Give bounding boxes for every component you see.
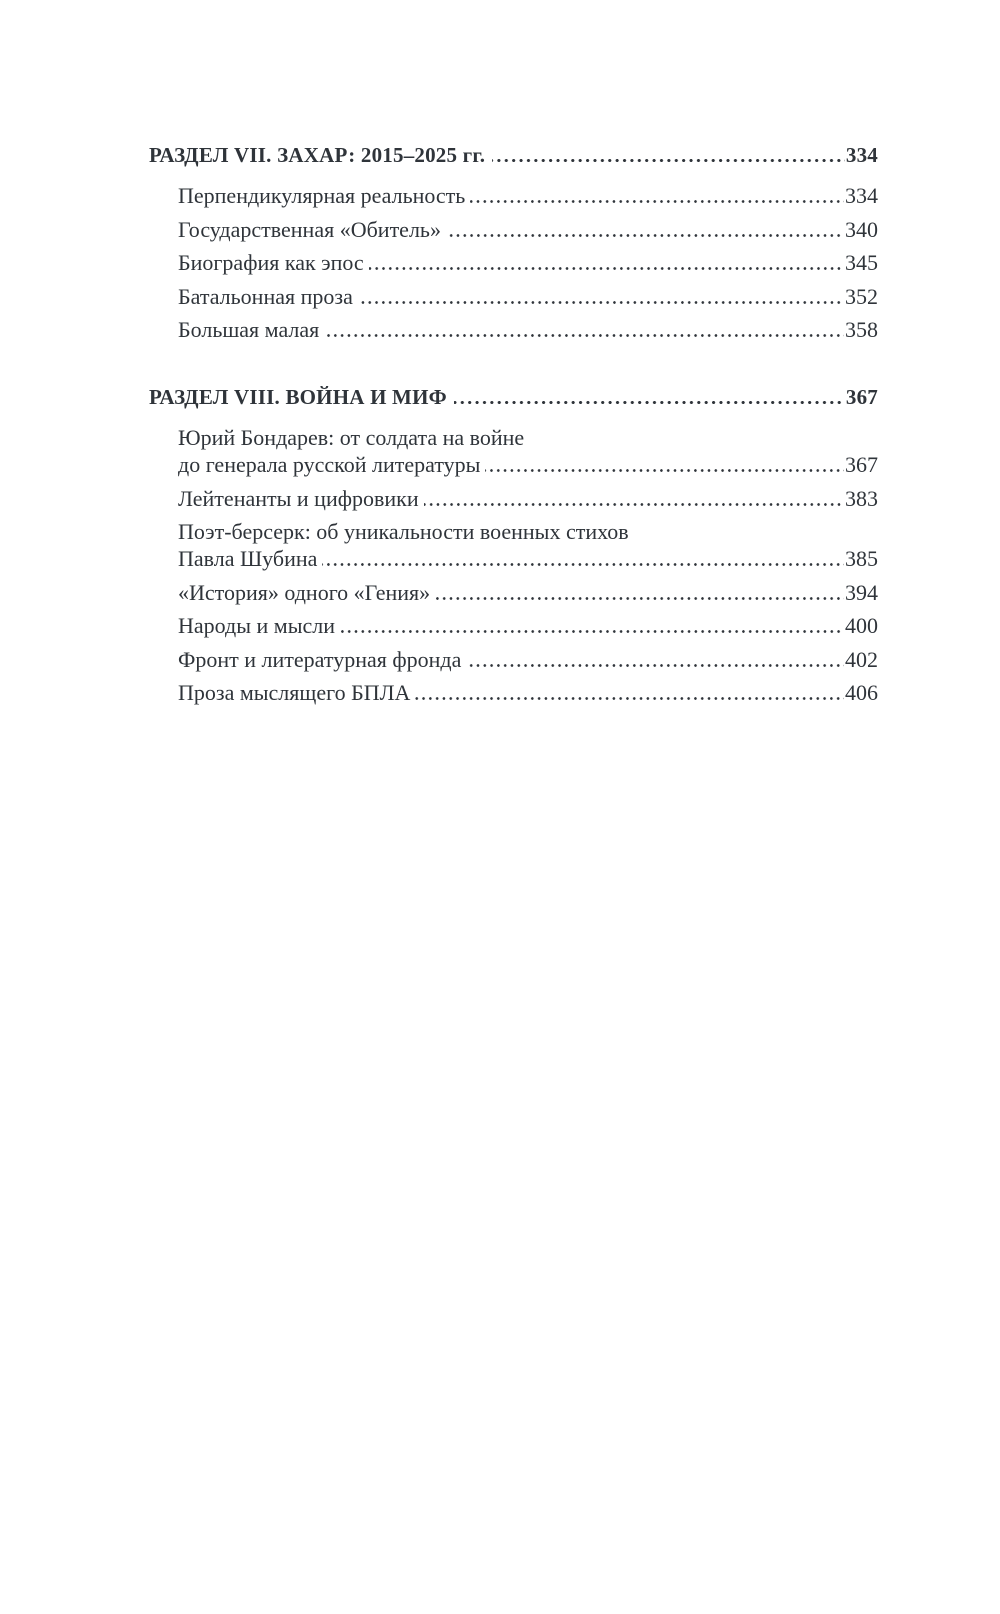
toc-entry[interactable] [178,182,878,209]
entry-final-line [178,579,878,606]
dot-leader [340,630,844,633]
entry-title: Перпендикулярная реальность [178,183,466,208]
toc-entry[interactable] [178,646,878,673]
dot-leader [446,234,844,237]
entry-page-number: 334 [845,183,878,208]
section-header-row[interactable] [149,383,878,411]
dot-leader [415,697,844,700]
entry-page-number: 367 [845,452,878,477]
entry-final-line [178,612,878,639]
toc-entry[interactable] [178,485,878,512]
table-of-contents [149,141,878,713]
entry-page-number: 394 [845,579,878,605]
toc-entry[interactable] [178,249,878,276]
dot-leader [424,503,844,506]
toc-section [149,383,878,706]
entry-final-line [178,679,878,706]
entry-title: Юрий Бондарев: от солдата на войне [178,425,525,450]
entry-final-line [178,182,878,209]
entry-final-line [178,216,878,243]
entry-page-number: 352 [845,283,878,309]
entry-title: Биография как эпос [178,250,364,275]
toc-entry[interactable] [178,316,878,343]
entry-page-number: 385 [845,546,878,571]
entry-page-number: 340 [845,216,878,242]
toc-entry[interactable] [178,612,878,639]
entry-page-number: 358 [845,317,878,342]
entry-final-line [178,316,878,343]
entry-page-number: 400 [845,613,878,638]
entry-final-line [178,283,878,310]
dot-leader [369,267,844,270]
dot-leader [492,159,845,162]
entry-title: Государственная «Обитель» [178,216,441,242]
entry-title: Поэт-берсерк: об уникальности военных стихов [178,519,629,544]
section-entries [149,424,878,706]
section-header-row[interactable] [149,141,878,169]
entry-page-number: 402 [845,646,878,672]
dot-leader [322,563,844,566]
dot-leader [485,469,844,472]
entry-title: Большая малая [178,317,320,342]
toc-section [149,141,878,343]
entry-page-number: 383 [845,485,878,511]
entry-title: Народы и мысли [178,613,335,638]
dot-leader [358,301,844,304]
section-entries [149,182,878,343]
entry-final-line [178,646,878,673]
entry-final-line [178,249,878,276]
dot-leader [324,334,844,337]
entry-title: Батальонная проза [178,283,353,309]
entry-page-number: 345 [845,250,878,275]
toc-entry[interactable] [178,283,878,310]
entry-final-line [178,545,878,572]
toc-entry[interactable] [178,679,878,706]
dot-leader [435,597,844,600]
entry-wrap-line [178,518,878,545]
toc-entry[interactable] [178,216,878,243]
entry-final-line [178,485,878,512]
entry-title: Лейтенанты и цифровики [178,485,419,511]
toc-entry[interactable] [178,579,878,606]
section-page-number: 334 [845,143,878,167]
toc-entry[interactable] [178,518,878,572]
entry-title: до генерала русской литературы [178,452,481,477]
dot-leader [466,664,844,667]
entry-page-number: 406 [845,680,878,705]
dot-leader [454,401,845,404]
section-title: РАЗДЕЛ VIII. ВОЙНА И МИФ [149,385,447,409]
entry-title: «История» одного «Гения» [178,579,431,605]
entry-title: Фронт и литературная фронда [178,646,462,672]
entry-final-line [178,451,878,478]
toc-entry[interactable] [178,424,878,478]
entry-title: Проза мыслящего БПЛА [178,680,411,705]
entry-title: Павла Шубина [178,546,318,571]
entry-wrap-line [178,424,878,451]
section-page-number: 367 [845,385,878,409]
section-title: РАЗДЕЛ VII. ЗАХАР: 2015–2025 гг. [149,143,486,167]
dot-leader [470,200,844,203]
